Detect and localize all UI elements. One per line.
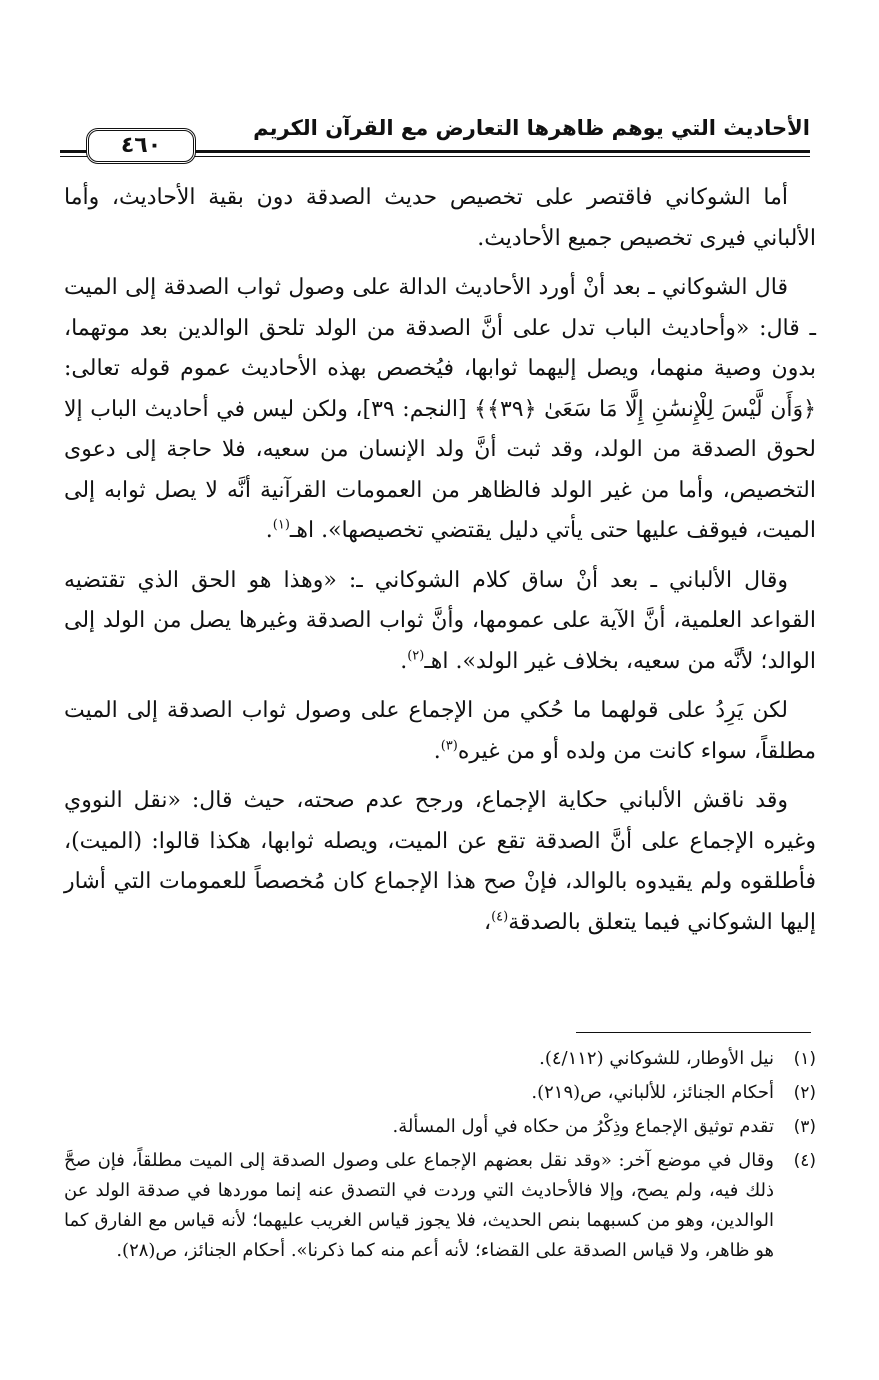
footnote-ref-1[interactable]: (١) <box>272 517 290 533</box>
running-title: الأحاديث التي يوهم ظاهرها التعارض مع القرآن الكريم <box>253 116 810 140</box>
footnote-text: تقدم توثيق الإجماع وذِكْرُ من حكاه في أول المسألة. <box>392 1116 774 1137</box>
footnote-ref-3[interactable]: (٣) <box>440 738 458 754</box>
footnote-4 <box>64 1146 816 1266</box>
footnote-separator <box>576 1032 811 1033</box>
footnote-3 <box>64 1112 816 1142</box>
paragraph-end-punct: ، <box>483 909 492 935</box>
footnote-text: نيل الأوطار، للشوكاني (٤/١١٢). <box>539 1048 774 1069</box>
paragraph-text: وقال الألباني ـ بعد أنْ ساق كلام الشوكاني ـ: «وهذا هو الحق الذي تقتضيه القواعد العلمية، أنَّ الآية على عمومها، وأنَّ ثواب الصدقة وغيرها يصل من الولد إلى الوالد؛ لأنَّه من سعيه، بخلاف غير الولد». اهـ <box>64 567 816 674</box>
paragraph-end-punct: . <box>265 518 273 543</box>
page-number: ٤٦٠ <box>86 128 196 164</box>
footnotes <box>64 1044 816 1270</box>
paragraph-text: لكن يَرِدُ على قولهما ما حُكي من الإجماع على وصول ثواب الصدقة إلى الميت مطلقاً، سواء كانت من ولده أو من غيره <box>64 698 816 764</box>
footnote-number: (١) <box>793 1049 816 1069</box>
paragraph-end-punct: . <box>433 738 441 764</box>
footnote-number: (٣) <box>793 1117 816 1137</box>
paragraph-2 <box>64 268 816 552</box>
paragraph-1 <box>64 178 816 259</box>
footnote-1 <box>64 1044 816 1074</box>
footnote-number: (٢) <box>793 1083 816 1103</box>
main-text <box>64 178 816 952</box>
paragraph-text: أما الشوكاني فاقتصر على تخصيص حديث الصدقة دون بقية الأحاديث، وأما الألباني فيرى تخصيص جميع الأحاديث. <box>64 185 816 251</box>
footnote-ref-4[interactable]: (٤) <box>491 909 509 925</box>
paragraph-3 <box>64 561 816 683</box>
footnote-number: (٤) <box>793 1151 816 1171</box>
footnote-2 <box>64 1078 816 1108</box>
paragraph-text: قال الشوكاني ـ بعد أنْ أورد الأحاديث الدالة على وصول ثواب الصدقة إلى الميت ـ قال: «وأحاديث الباب تدل على أنَّ الصدقة من الولد تلحق الوالدين بعد موتهما، بدون وصية منهما، ويصل إليهما ثوابها، فيُخصص بهذه الأحاديث عموم قوله تعالى: ﴿وَأَن لَّيْسَ لِلْإِنسَٰنِ إِلَّا مَا سَعَىٰ ﴿٣٩﴾﴾ [النجم: ٣٩]، ولكن ليس في أحاديث الباب إلا لحوق الصدقة من الولد، وقد ثبت أنَّ ولد الإنسان من سعيه، فلا حاجة إلى دعوى التخصيص، وأما من غير الولد فالظاهر من العمومات القرآنية أنَّه لا يصل ثوابه إلى الميت، فيوقف عليها حتى يأتي دليل يقتضي تخصيصها». اهـ <box>64 275 816 543</box>
paragraph-4 <box>64 691 816 772</box>
paragraph-end-punct: . <box>400 648 408 674</box>
footnote-text: وقال في موضع آخر: «وقد نقل بعضهم الإجماع على وصول الصدقة إلى الميت مطلقاً، فإن صحَّ ذلك فيه، ولم يصح، وإلا فالأحاديث التي وردت في التصدق عنه إنما موردها في صدقة الولد عن الوالدين، وهو من كسبهما بنص الحديث، فلا يجوز قياس الغريب عليهما؛ لأنه قياس مع الفارق كما هو ظاهر، ولا قياس الصدقة على القضاء؛ لأنه أعم منه كما ذكرنا». أحكام الجنائز، ص(٢٨). <box>64 1150 774 1261</box>
footnote-text: أحكام الجنائز، للألباني، ص(٢١٩). <box>531 1082 774 1103</box>
footnote-ref-2[interactable]: (٢) <box>407 648 425 664</box>
paragraph-text: وقد ناقش الألباني حكاية الإجماع، ورجح عدم صحته، حيث قال: «نقل النووي وغيره الإجماع على أنَّ الصدقة تقع عن الميت، ويصله ثوابها، هكذا قالوا: (الميت)، فأطلقوه ولم يقيدوه بالوالد، فإنْ صح هذا الإجماع كان مُخصصاً للعمومات التي أشار إليها الشوكاني فيما يتعلق بالصدقة <box>64 788 816 935</box>
paragraph-5 <box>64 781 816 943</box>
page-header <box>60 110 810 160</box>
